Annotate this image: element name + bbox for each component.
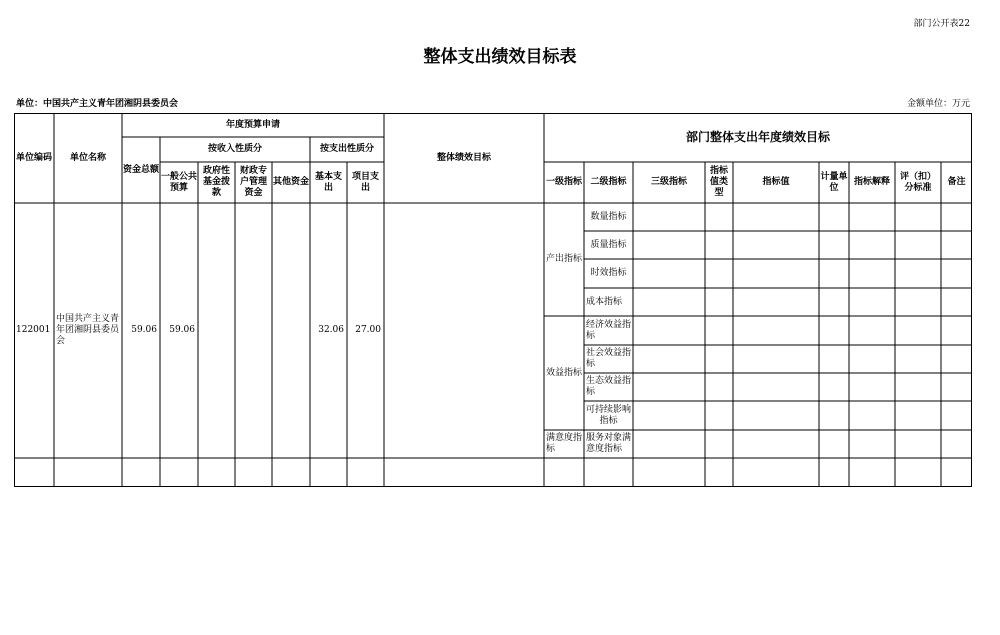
cell-general-budget: 59.06 (169, 325, 195, 335)
cell-service-satisfaction-indicator: 服务对象满意度指标 (586, 433, 632, 454)
cell-social-indicator: 社会效益指标 (586, 348, 632, 369)
cell-quality-indicator: 质量指标 (590, 239, 627, 250)
header-total-funds: 资金总额 (123, 164, 160, 175)
header-scoring: 评（扣）分标准 (899, 171, 936, 193)
cell-output-indicator: 产出指标 (546, 254, 583, 264)
header-basic-expense: 基本支出 (314, 171, 342, 193)
header-general-budget: 一般公共预算 (161, 171, 198, 193)
header-indicator-desc: 指标解释 (853, 177, 890, 187)
header-other-funds: 其他资金 (273, 177, 310, 187)
cell-timeliness-indicator: 时效指标 (590, 268, 627, 278)
header-overall-goal: 整体绩效目标 (436, 152, 491, 163)
cell-unit-name: 中国共产主义青年团湘阴县委员会 (56, 314, 120, 346)
form-number: 部门公开表22 (913, 19, 970, 29)
header-project-expense: 项目支出 (351, 171, 379, 193)
cell-benefit-indicator: 效益指标 (546, 367, 583, 378)
header-unit-code: 单位编码 (15, 152, 52, 163)
cell-basic-expense: 32.06 (318, 325, 344, 335)
header-annual-budget: 年度预算申请 (225, 119, 280, 130)
unit-label: 单位：中国共产主义青年团湘阴县委员会 (16, 99, 179, 109)
cell-sustainable-indicator: 可持续影响指标 (585, 404, 631, 426)
cell-economic-indicator: 经济效益指标 (586, 319, 632, 341)
cell-project-expense: 27.00 (355, 325, 381, 335)
header-level1: 一级指标 (545, 177, 582, 187)
header-fiscal-special: 财政专户管理资金 (239, 166, 267, 198)
header-by-expense: 按支出性质分 (319, 144, 374, 154)
header-level2: 二级指标 (590, 177, 627, 187)
page-title: 整体支出绩效目标表 (423, 47, 577, 67)
header-measure-unit: 计量单位 (820, 171, 848, 193)
cell-unit-code: 122001 (16, 325, 51, 335)
header-remarks: 备注 (947, 177, 966, 187)
cell-quantity-indicator: 数量指标 (590, 211, 627, 222)
header-indicator-type: 指标值类型 (709, 166, 728, 198)
currency-label: 金额单位：万元 (906, 99, 970, 109)
header-dept-goal: 部门整体支出年度绩效目标 (685, 130, 830, 144)
header-unit-name: 单位名称 (69, 152, 106, 163)
performance-table (14, 112, 972, 487)
header-level3: 三级指标 (650, 177, 687, 187)
header-indicator-value: 指标值 (762, 177, 790, 187)
header-by-income: 按收入性质分 (207, 144, 262, 154)
header-gov-fund: 政府性基金拨款 (202, 166, 230, 198)
cell-cost-indicator: 成本指标 (586, 296, 623, 307)
cell-total-funds: 59.06 (131, 325, 157, 335)
cell-satisfaction-indicator: 满意度指标 (546, 433, 583, 454)
cell-ecological-indicator: 生态效益指标 (586, 376, 632, 397)
